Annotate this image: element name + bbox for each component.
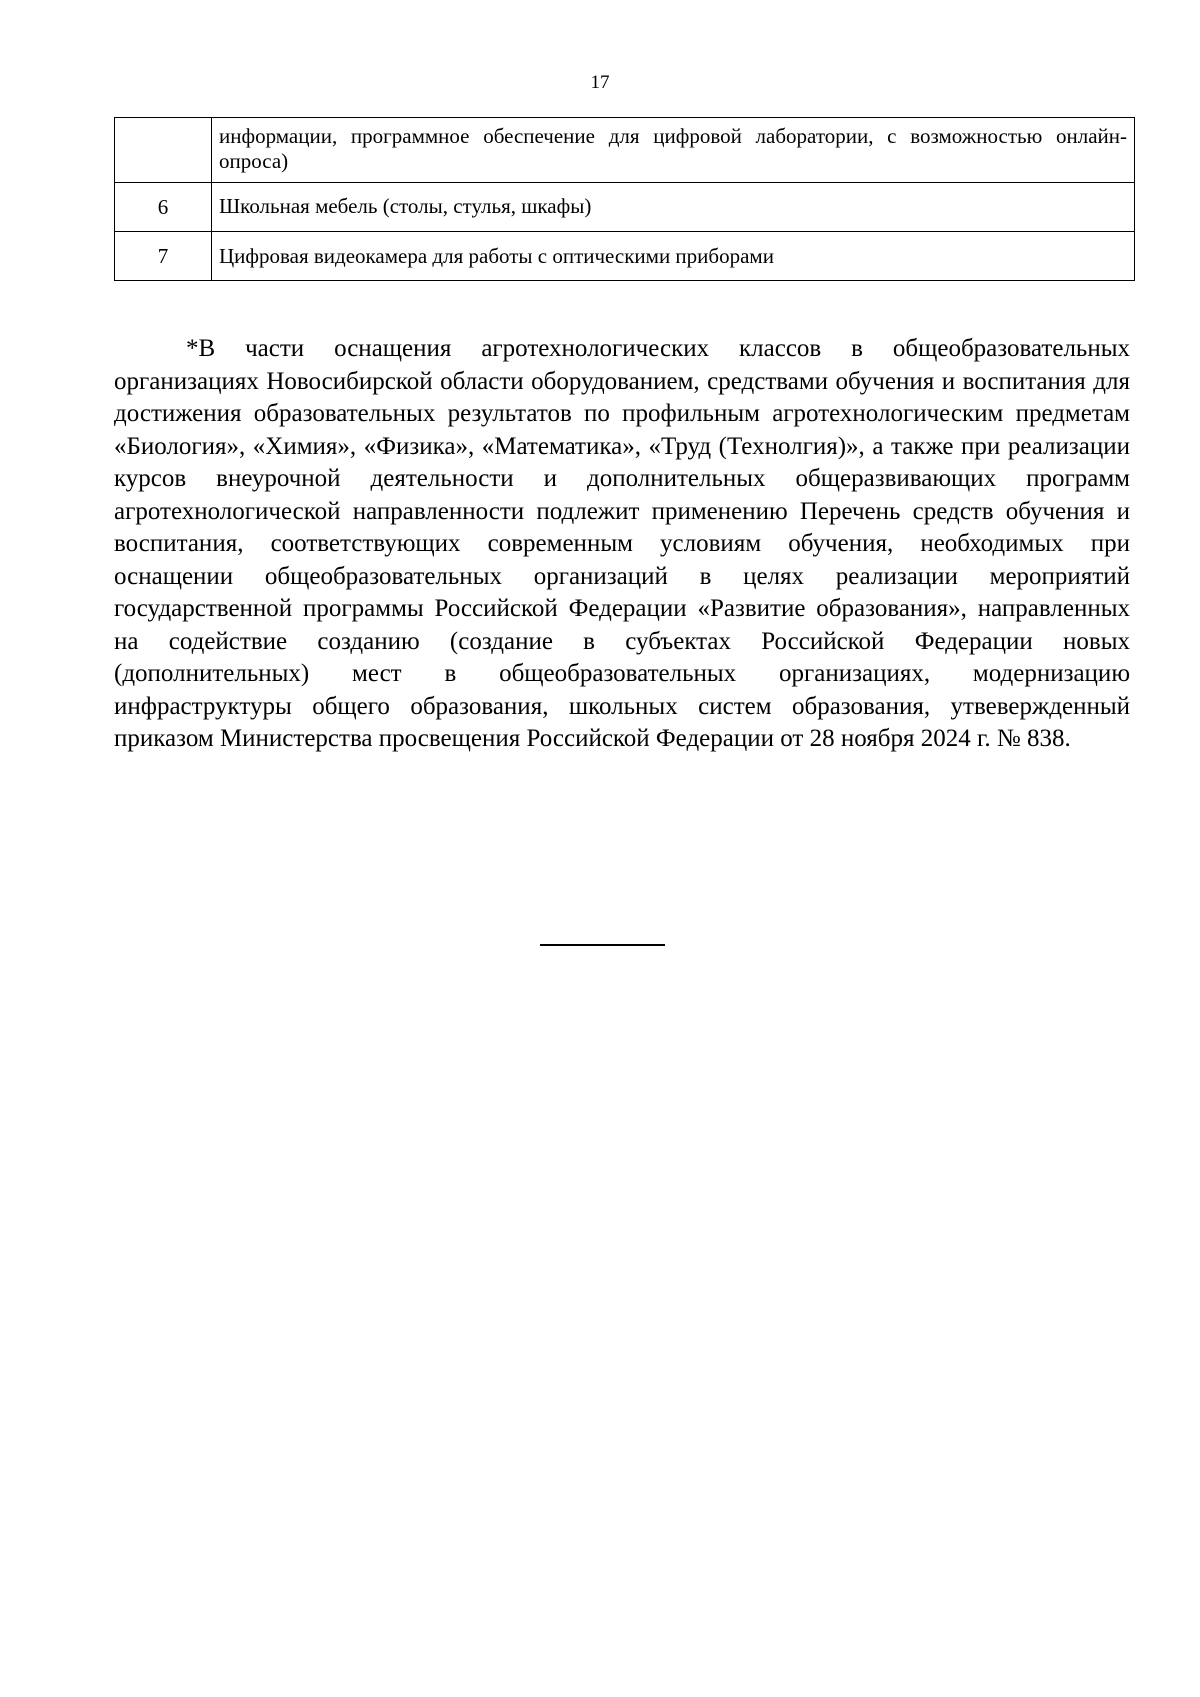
table-row (115, 118, 1135, 183)
row-text-cell: Школьная мебель (столы, стулья, шкафы) (212, 183, 1135, 232)
row-number-cell: 7 (115, 232, 212, 281)
table-row (115, 183, 1135, 232)
row-text-cell: информации, программное обеспечение для цифровой лаборатории, с возможностью онлайн-опроса) (212, 118, 1135, 183)
page-number: 17 (590, 72, 610, 93)
table-row (115, 232, 1135, 281)
equipment-table (114, 117, 1135, 281)
row-text-cell: Цифровая видеокамера для работы с оптическими приборами (212, 232, 1135, 281)
end-of-document-rule (540, 944, 665, 946)
footnote-paragraph: *В части оснащения агротехнологических классов в общеобразовательных организациях Новосибирской области оборудованием, средствами обучения и воспитания для достижения образовательных результатов по профильным агротехнологическим предметам «Биология», «Химия», «Физика», «Математика», «Труд (Технолгия)», а также при реализации курсов внеурочной деятельности и дополнительных общеразвивающих программ агротехнологической направленности подлежит применению Перечень средств обучения и воспитания, соответствующих современным условиям обучения, необходимых при оснащении общеобразовательных организаций в целях реализации мероприятий государственной программы Российской Федерации «Развитие образования», направленных на содействие созданию (создание в субъектах Российской Федерации новых (дополнительных) мест в общеобразовательных организациях, модернизацию инфраструктуры общего образования, школьных систем образования, утвевержденный приказом Министерства просвещения Российской Федерации от 28 ноября 2024 г. № 838. (114, 335, 1130, 752)
row-number-cell (115, 118, 212, 183)
row-number-cell: 6 (115, 183, 212, 232)
